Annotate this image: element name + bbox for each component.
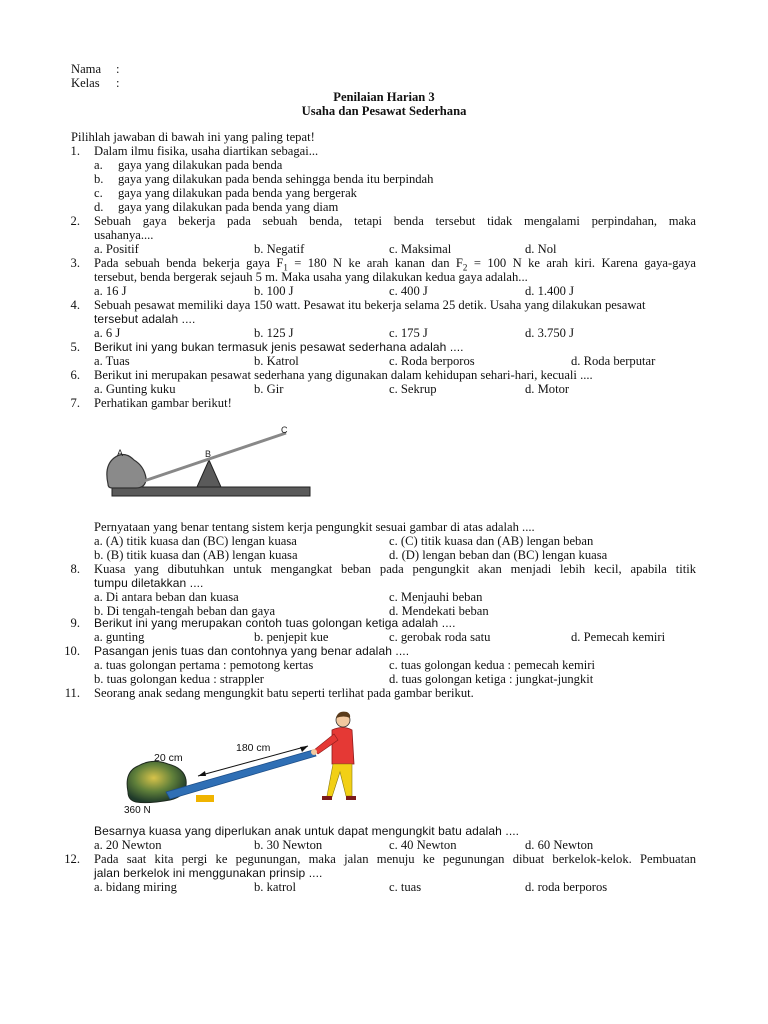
q7-text: Perhatikan gambar berikut!	[94, 396, 232, 410]
q3-option-c: c. 400 J	[389, 284, 428, 298]
q12-number: 12.	[64, 852, 80, 866]
child-shirt	[332, 728, 354, 765]
q2-option-b: b. Negatif	[254, 242, 305, 256]
q5-text: Berikut ini yang bukan termasuk jenis pesawat sederhana adalah ....	[94, 340, 464, 354]
q7-option-d: d. (D) lengan beban dan (BC) lengan kuasa	[389, 548, 608, 562]
child-figure	[311, 712, 356, 800]
q2-option-a: a. Positif	[94, 242, 139, 256]
q3-sub1: 1	[283, 262, 288, 273]
q2-text-line2: usahanya....	[94, 228, 154, 242]
q7-option-c: c. (C) titik kuasa dan (AB) lengan beban	[389, 534, 594, 548]
q10-text: Pasangan jenis tuas dan contohnya yang benar adalah ....	[94, 644, 410, 658]
q1-option-a: gaya yang dilakukan pada benda	[118, 158, 283, 172]
arrowhead-right	[300, 746, 308, 752]
q11-number: 11.	[64, 686, 80, 700]
q8-option-c: c. Menjauhi beban	[389, 590, 483, 604]
child-legs	[327, 764, 352, 797]
q3-sub2: 2	[462, 262, 468, 273]
fulcrum-triangle	[197, 460, 221, 487]
q6-option-a: a. Gunting kuku	[94, 382, 176, 396]
kelas-label: Kelas	[71, 76, 100, 90]
q7-statement: Pernyataan yang benar tentang sistem kerja pengungkit sesuai gambar di atas adalah ....	[94, 520, 535, 534]
q9-text: Berikut ini yang merupakan contoh tuas golongan ketiga adalah ....	[94, 616, 456, 630]
q4-text-line2: tersebut adalah ....	[94, 312, 196, 326]
q10-option-c: c. tuas golongan kedua : pemecah kemiri	[389, 658, 595, 672]
q3-text-mid: = 180 N ke arah kanan dan F	[287, 256, 463, 270]
label-a: A	[117, 448, 124, 458]
q4-option-c: c. 175 J	[389, 326, 428, 340]
q9-option-c: c. gerobak roda satu	[389, 630, 491, 644]
page-title: Penilaian Harian 3	[333, 90, 435, 104]
q11-option-a: a. 20 Newton	[94, 838, 162, 852]
q9-option-b: b. penjepit kue	[254, 630, 329, 644]
q6-option-c: c. Sekrup	[389, 382, 437, 396]
q11-option-d: d. 60 Newton	[525, 838, 594, 852]
q9-number: 9.	[70, 616, 80, 630]
q4-option-a: a. 6 J	[94, 326, 121, 340]
q3-text-line2: tersebut, benda bergerak sejauh 5 m. Maka usaha yang dilakukan kedua gaya adalah...	[94, 270, 528, 284]
q11-text: Seorang anak sedang mengungkit batu seperti terlihat pada gambar berikut.	[94, 686, 474, 700]
q5-option-b: b. Katrol	[254, 354, 299, 368]
q7-number: 7.	[70, 396, 80, 410]
q3-option-a: a. 16 J	[94, 284, 127, 298]
q1-option-c-letter: c.	[94, 186, 103, 200]
child-shoe-right	[346, 796, 356, 800]
q5-option-d: d. Roda berputar	[571, 354, 656, 368]
q12-option-c: c. tuas	[389, 880, 422, 894]
page-subtitle: Usaha dan Pesawat Sederhana	[301, 104, 467, 118]
q1-option-a-letter: a.	[94, 158, 103, 172]
q8-option-a: a. Di antara beban dan kuasa	[94, 590, 239, 604]
q12-option-a: a. bidang miring	[94, 880, 177, 894]
q5-number: 5.	[70, 340, 80, 354]
q7-option-b: b. (B) titik kuasa dan (AB) lengan kuasa	[94, 548, 298, 562]
nama-label: Nama	[71, 62, 102, 76]
child-shoe-left	[322, 796, 332, 800]
q3-text-post: = 100 N ke arah kiri. Karena gaya-gaya	[467, 256, 696, 270]
q6-number: 6.	[70, 368, 80, 382]
q3-text-pre: Pada sebuah benda bekerja gaya F	[94, 256, 284, 270]
q5-option-c: c. Roda berporos	[389, 354, 475, 368]
q4-text-line1: Sebuah pesawat memiliki daya 150 watt. Pesawat itu bekerja selama 25 detik. Usaha yang dilakukan pesawat	[94, 298, 646, 312]
q3-number: 3.	[70, 256, 80, 270]
q1-option-b-letter: b.	[94, 172, 104, 186]
q8-text-line2: tumpu diletakkan ....	[94, 576, 204, 590]
q4-number: 4.	[70, 298, 80, 312]
q8-option-b: b. Di tengah-tengah beban dan gaya	[94, 604, 276, 618]
q7-option-a: a. (A) titik kuasa dan (BC) lengan kuasa	[94, 534, 297, 548]
q1-option-d: gaya yang dilakukan pada benda yang diam	[118, 200, 339, 214]
q2-text-line1: Sebuah gaya bekerja pada sebuah benda, tetapi benda tersebut tidak mengalami perpindahan, maka	[94, 214, 696, 228]
q6-text: Berikut ini merupakan pesawat sederhana yang digunakan dalam kehidupan sehari-hari, kecuali ....	[94, 368, 593, 382]
q2-option-d: d. Nol	[525, 242, 557, 256]
q10-option-d: d. tuas golongan ketiga : jungkat-jungkit	[389, 672, 594, 686]
q3-text-line1	[94, 256, 696, 273]
q1-option-c: gaya yang dilakukan pada benda yang bergerak	[118, 186, 357, 200]
q3-option-d: d. 1.400 J	[525, 284, 574, 298]
label-20cm: 20 cm	[154, 752, 183, 764]
fulcrum-block	[196, 795, 214, 802]
seesaw-board	[166, 750, 316, 799]
ground-bar	[112, 487, 310, 496]
q8-option-d: d. Mendekati beban	[389, 604, 489, 618]
instruction: Pilihlah jawaban di bawah ini yang paling tepat!	[71, 130, 315, 144]
q12-text-line2: jalan berkelok ini menggunakan prinsip ....	[94, 866, 323, 880]
q10-option-a: a. tuas golongan pertama : pemotong kertas	[94, 658, 314, 672]
q10-number: 10.	[64, 644, 80, 658]
q8-number: 8.	[70, 562, 80, 576]
q1-text: Dalam ilmu fisika, usaha diartikan sebagai...	[94, 144, 319, 158]
q12-option-b: b. katrol	[254, 880, 296, 894]
arrowhead-left	[198, 771, 206, 776]
nama-colon: :	[116, 62, 120, 76]
q11-option-c: c. 40 Newton	[389, 838, 457, 852]
q10-option-b: b. tuas golongan kedua : strappler	[94, 672, 264, 686]
q9-option-a: a. gunting	[94, 630, 145, 644]
q9-option-d: d. Pemecah kemiri	[571, 630, 666, 644]
q12-text-line1: Pada saat kita pergi ke pegunungan, maka jalan menuju ke pegunungan dibuat berkelok-kelok. Pembuatan	[94, 852, 696, 866]
q4-option-b: b. 125 J	[254, 326, 294, 340]
lever-figure	[100, 420, 315, 500]
q3-option-b: b. 100 J	[254, 284, 294, 298]
q6-option-b: b. Gir	[254, 382, 284, 396]
kelas-colon: :	[116, 76, 120, 90]
seesaw-rock-figure	[118, 706, 368, 818]
label-180cm: 180 cm	[236, 742, 271, 754]
label-c: C	[281, 425, 288, 435]
label-b: B	[205, 449, 212, 459]
q5-option-a: a. Tuas	[94, 354, 130, 368]
q6-option-d: d. Motor	[525, 382, 570, 396]
q11-statement: Besarnya kuasa yang diperlukan anak untuk dapat mengungkit batu adalah ....	[94, 824, 520, 838]
q2-number: 2.	[70, 214, 80, 228]
q1-option-d-letter: d.	[94, 200, 104, 214]
q1-option-b: gaya yang dilakukan pada benda sehingga benda itu berpindah	[118, 172, 434, 186]
q8-text-line1: Kuasa yang dibutuhkan untuk mengangkat beban pada pengungkit akan menjadi lebih kecil, apabila titik	[94, 562, 696, 576]
q2-option-c: c. Maksimal	[389, 242, 452, 256]
q4-option-d: d. 3.750 J	[525, 326, 574, 340]
q1-number: 1.	[70, 144, 80, 158]
q11-option-b: b. 30 Newton	[254, 838, 323, 852]
q12-option-d: d. roda berporos	[525, 880, 608, 894]
child-hand	[311, 749, 317, 755]
label-360n: 360 N	[124, 805, 151, 816]
